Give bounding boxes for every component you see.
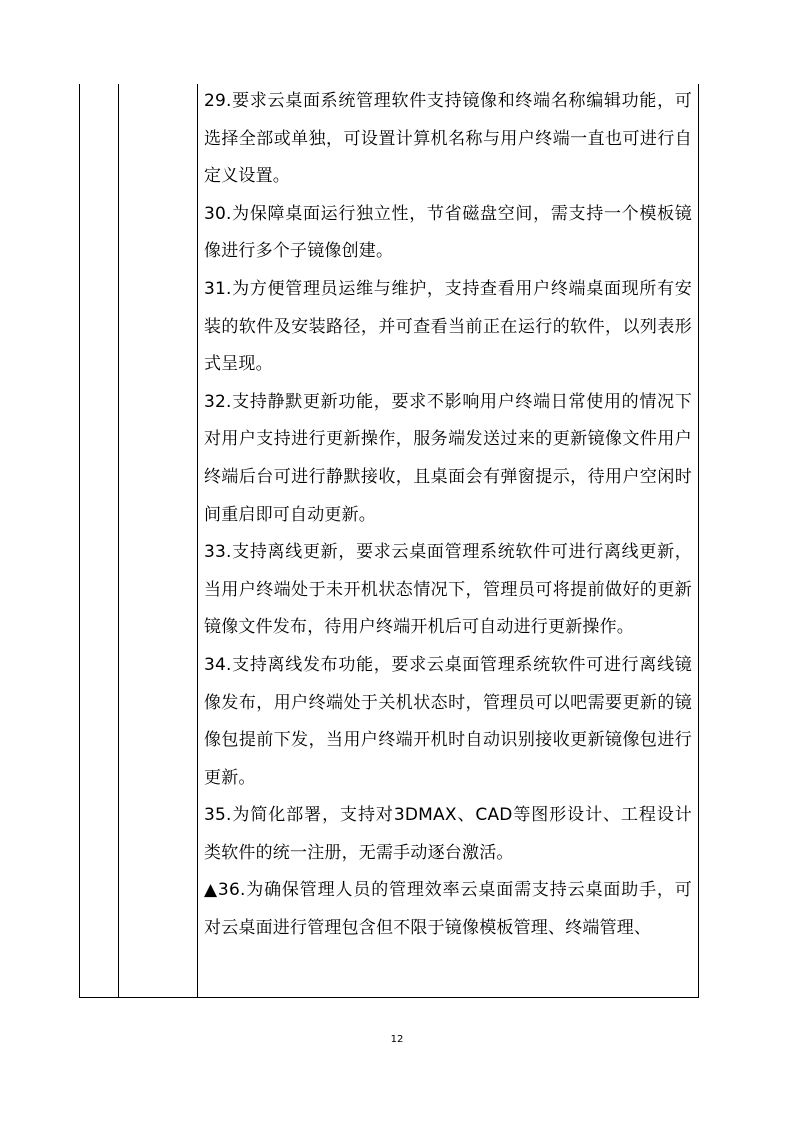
requirement-item-31: 31.为方便管理员运维与维护，支持查看用户终端桌面现所有安装的软件及安装路径，并可查看当前正在运行的软件，以列表形式呈现。	[204, 278, 692, 375]
requirement-item-35: 35.为简化部署，支持对3DMAX、CAD等图形设计、工程设计类软件的统一注册，无需手动逐台激活。	[204, 805, 692, 863]
requirements-cell	[198, 84, 698, 997]
requirement-item-34: 34.支持离线发布功能，要求云桌面管理系统软件可进行离线镜像发布，用户终端处于关机状态时，管理员可以吧需要更新的镜像包提前下发，当用户终端开机时自动识别接收更新镜像包进行更新。	[204, 654, 692, 788]
page-number: 12	[390, 1034, 404, 1045]
requirement-item-36: ▲36.为确保管理人员的管理效率云桌面需支持云桌面助手，可对云桌面进行管理包含但不限于镜像模板管理、终端管理、	[204, 880, 692, 939]
spec-table	[79, 84, 699, 998]
table-column-divider	[118, 84, 119, 997]
requirement-item-33: 33.支持离线更新，要求云桌面管理系统软件可进行离线更新，当用户终端处于未开机状态情况下，管理员可将提前做好的更新镜像文件发布，待用户终端开机后可自动进行更新操作。	[204, 542, 692, 638]
requirement-item-32: 32.支持静默更新功能，要求不影响用户终端日常使用的情况下对用户支持进行更新操作，服务端发送过来的更新镜像文件用户终端后台可进行静默接收，且桌面会有弹窗提示，待用户空闲时间重启即可自动更新。	[204, 391, 692, 525]
requirement-item-29: 29.要求云桌面系统管理软件支持镜像和终端名称编辑功能，可选择全部或单独，可设置计算机名称与用户终端一直也可进行自定义设置。	[204, 91, 692, 187]
requirement-item-30: 30.为保障桌面运行独立性，节省磁盘空间，需支持一个模板镜像进行多个子镜像创建。	[204, 203, 692, 262]
